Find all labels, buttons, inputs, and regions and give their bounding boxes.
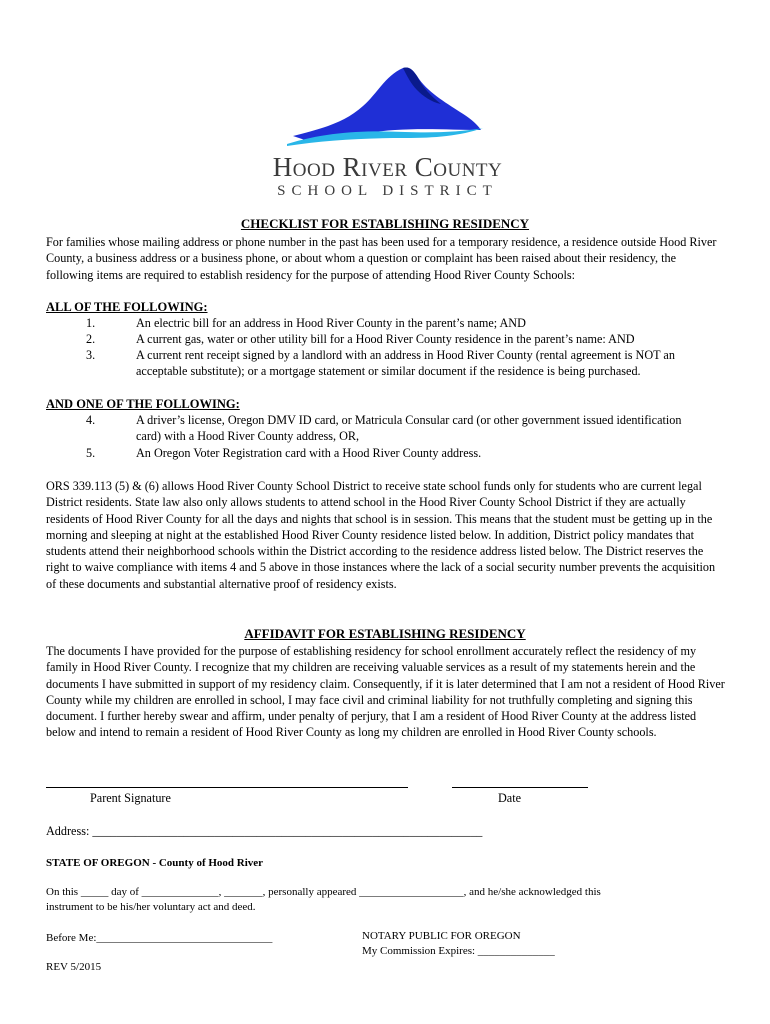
ors-paragraph: ORS 339.113 (5) & (6) allows Hood River County School District to receive state school funds only for students who are current legal District residents. State law also only allows students to attend school in the Hood River County School District if they are actually residents of Hood River County for all the days and nights that school is in session. This means that the student must be getting up in the morning and sleeping at night at the established Hood River County residence listed below. In addition, District policy mandates that students attend their neighborhood schools within the District according to the residence address listed below. The District reserves the right to waive compliance with items 4 and 5 above in those instances where the lack of a social security number prevents the acquisition of these documents and substantial alternative proof of residency exists. (46, 479, 716, 591)
revision-label: REV 5/2015 (46, 961, 102, 973)
item-number: 3. (86, 348, 96, 362)
checklist-intro: For families whose mailing address or phone number in the past has been used for a temporary residence, a residence outside Hood River County, a business address or a business phone, or about whom a question or complaint has been raised about their residency, the following items are required to establish residency for the purpose of attending Hood River County Schools: (46, 235, 717, 282)
checklist-title: CHECKLIST FOR ESTABLISHING RESIDENCY (240, 216, 530, 231)
logo-district-subtitle: SCHOOL DISTRICT (277, 183, 498, 199)
mountain-logo-icon (285, 66, 485, 148)
logo-district-name: Hood River County (272, 152, 503, 182)
item-text: An Oregon Voter Registration card with a Hood River County address. (136, 446, 482, 460)
item-text: A current rent receipt signed by a landlord with an address in Hood River County (rental agreement is NOT an acceptable substitute); or a mortgage statement or similar document if the residence is being purchased. (136, 348, 675, 379)
notary-on-this-line-2: instrument to be his/her voluntary act and deed. (46, 901, 256, 913)
notary-on-this-line[interactable]: On this _____ day of ______________, _______, personally appeared ___________________, and he/she acknowledged this (46, 886, 601, 898)
item-number: 5. (86, 446, 96, 460)
item-number: 1. (86, 316, 96, 330)
item-text: A current gas, water or other utility bill for a Hood River County residence in the parent’s name: AND (136, 332, 635, 346)
item-number: 2. (86, 332, 96, 346)
date-line[interactable] (452, 787, 588, 788)
one-of-following-heading: AND ONE OF THE FOLLOWING: (46, 397, 240, 411)
item-text: An electric bill for an address in Hood River County in the parent’s name; AND (136, 316, 526, 330)
date-label: Date (498, 791, 522, 805)
commission-expires-field[interactable]: My Commission Expires: ______________ (362, 945, 555, 957)
address-field[interactable]: Address: ________________________________________________________________ (46, 824, 483, 838)
item-number: 4. (86, 413, 96, 427)
all-of-following-heading: ALL OF THE FOLLOWING: (46, 300, 208, 314)
district-logo (245, 66, 530, 201)
state-county-line: STATE OF OREGON - County of Hood River (46, 857, 264, 869)
affidavit-text: The documents I have provided for the purpose of establishing residency for school enrollment accurately reflect the residency of my family in Hood River County. I recognize that my children are receiving valuable services as a result of my statements herein and the documents I have submitted in support of my residency claim. Consequently, if it is later determined that I am not a resident of Hood River County while my children are enrolled in school, I may face civil and criminal liability for not truthfully completing and signing this document. I further hereby swear and affirm, under penalty of perjury, that I am a resident of Hood River County at the address listed below and intend to remain a resident of Hood River County as long my children are enrolled in Hood River County schools. (46, 644, 725, 740)
affidavit-title: AFFIDAVIT FOR ESTABLISHING RESIDENCY (244, 626, 526, 641)
parent-signature-label: Parent Signature (90, 791, 171, 805)
parent-signature-line[interactable] (46, 787, 408, 788)
notary-title: NOTARY PUBLIC FOR OREGON (362, 930, 521, 942)
item-text: A driver’s license, Oregon DMV ID card, or Matricula Consular card (or other government issued identification card) with a Hood River County address, OR, (136, 413, 682, 444)
before-me-field[interactable]: Before Me:________________________________ (46, 932, 273, 944)
